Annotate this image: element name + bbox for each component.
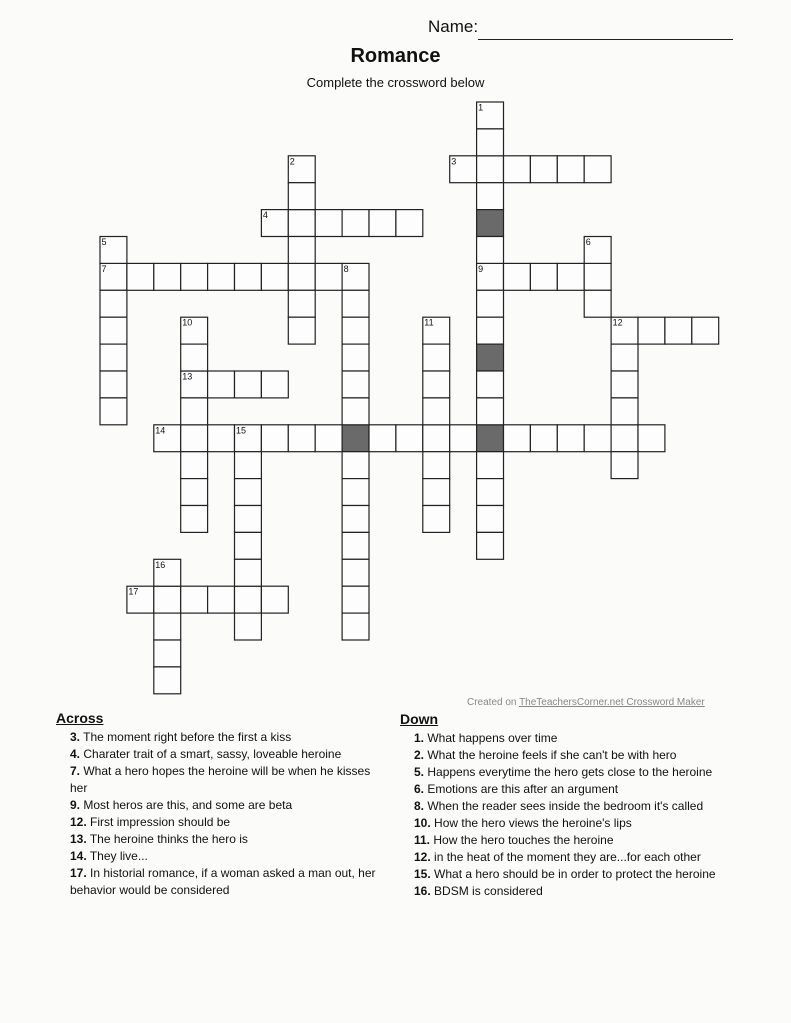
grid-cell-number: 16 (155, 559, 166, 570)
grid-cell[interactable] (423, 344, 450, 371)
grid-cell-number: 11 (424, 317, 434, 328)
down-clue-8 (400, 798, 745, 815)
grid-cell[interactable] (557, 263, 584, 290)
grid-cell[interactable] (261, 371, 288, 398)
grid-cell[interactable] (584, 263, 611, 290)
grid-cell-number: 15 (236, 425, 247, 436)
grid-cell[interactable] (477, 210, 504, 237)
grid-cell[interactable] (100, 317, 127, 344)
grid-cell[interactable] (127, 263, 154, 290)
clue-text: The moment right before the first a kiss (83, 730, 292, 744)
page-subtitle: Complete the crossword below (306, 75, 485, 90)
grid-cell[interactable] (477, 532, 504, 559)
clue-text: First impression should be (90, 815, 231, 829)
grid-cell-number: 2 (289, 156, 295, 167)
grid-cell[interactable] (477, 317, 504, 344)
grid-cell-number: 14 (155, 425, 166, 436)
grid-cell[interactable] (477, 129, 504, 156)
clue-number: 12. (70, 815, 87, 829)
clue-text: Happens everytime the hero gets close to the heroine (427, 765, 713, 779)
down-clue-list (400, 730, 745, 900)
credit-link[interactable]: TheTeachersCorner.net Crossword Maker (519, 697, 705, 708)
grid-cell[interactable] (342, 532, 369, 559)
clue-number: 12. (414, 850, 431, 864)
grid-cell[interactable] (342, 317, 369, 344)
grid-cell[interactable] (342, 371, 369, 398)
down-clue-15 (400, 866, 745, 883)
grid-cell[interactable] (611, 398, 638, 425)
grid-cell[interactable] (342, 559, 369, 586)
grid-cell[interactable] (261, 263, 288, 290)
grid-cell[interactable] (611, 344, 638, 371)
grid-cell[interactable] (181, 586, 208, 613)
clue-number: 9. (70, 798, 81, 812)
grid-cell[interactable] (235, 586, 262, 613)
grid-cell[interactable] (181, 452, 208, 479)
grid-cell[interactable] (235, 263, 262, 290)
page-title: Romance (350, 45, 441, 67)
across-clue-list (56, 729, 386, 899)
grid-cell[interactable] (504, 425, 531, 452)
grid-cell-number: 8 (343, 263, 349, 274)
grid-cell[interactable] (315, 263, 342, 290)
grid-cell[interactable] (477, 371, 504, 398)
grid-cell[interactable] (208, 263, 235, 290)
across-clues (56, 710, 386, 899)
grid-cell[interactable] (423, 452, 450, 479)
grid-cell[interactable] (154, 613, 181, 640)
across-clue-17 (56, 865, 386, 899)
grid-cell[interactable] (342, 479, 369, 506)
clue-text: What happens over time (427, 731, 558, 745)
grid-cell[interactable] (396, 425, 423, 452)
clue-number: 13. (70, 832, 87, 846)
grid-cell[interactable] (288, 237, 315, 264)
grid-cell[interactable] (342, 210, 369, 237)
clue-number: 11. (414, 833, 431, 847)
grid-cell[interactable] (584, 425, 611, 452)
grid-cell[interactable] (477, 398, 504, 425)
down-heading: Down (400, 711, 439, 727)
grid-cell[interactable] (235, 559, 262, 586)
grid-cell[interactable] (342, 344, 369, 371)
clue-number: 17. (70, 866, 87, 880)
across-clue-7 (56, 763, 386, 797)
across-clue-13 (56, 831, 386, 848)
grid-cell[interactable] (611, 452, 638, 479)
clue-number: 14. (70, 849, 87, 863)
grid-cell[interactable] (423, 506, 450, 533)
clue-text: How the hero views the heroine's lips (434, 816, 632, 830)
grid-cell[interactable] (100, 398, 127, 425)
grid-cell[interactable] (342, 586, 369, 613)
clue-number: 4. (70, 747, 81, 761)
grid-cell[interactable] (342, 290, 369, 317)
grid-cell[interactable] (611, 425, 638, 452)
clue-text: When the reader sees inside the bedroom it's called (427, 799, 704, 813)
grid-cell-number: 6 (585, 237, 591, 247)
grid-cell-number: 7 (101, 263, 107, 274)
grid-cell[interactable] (423, 425, 450, 452)
grid-cell-number: 12 (612, 317, 623, 328)
clue-number: 10. (414, 816, 431, 830)
down-clue-11 (400, 832, 745, 849)
grid-cell[interactable] (235, 371, 262, 398)
name-label: Name: (428, 17, 479, 36)
credit-prefix: Created on (467, 697, 520, 708)
grid-cell[interactable] (423, 398, 450, 425)
grid-cell[interactable] (396, 210, 423, 237)
grid-cell[interactable] (315, 425, 342, 452)
down-clue-12 (400, 849, 745, 866)
grid-cell[interactable] (181, 425, 208, 452)
clue-text: In historial romance, if a woman asked a man out, her behavior would be considered (70, 866, 376, 897)
clue-text: Charater trait of a smart, sassy, loveable heroine (83, 747, 342, 761)
grid-cell-number: 17 (128, 586, 139, 597)
grid-cell[interactable] (288, 210, 315, 237)
grid-cell[interactable] (288, 263, 315, 290)
grid-cell[interactable] (181, 398, 208, 425)
clue-text: Most heros are this, and some are beta (83, 798, 293, 812)
grid-cell[interactable] (342, 613, 369, 640)
grid-cell[interactable] (235, 613, 262, 640)
grid-cell[interactable] (450, 425, 477, 452)
grid-cell[interactable] (477, 506, 504, 533)
grid-cell[interactable] (342, 398, 369, 425)
clue-number: 7. (70, 764, 81, 778)
grid-cell[interactable] (315, 210, 342, 237)
across-heading: Across (56, 710, 104, 726)
grid-cell[interactable] (477, 479, 504, 506)
grid-cell[interactable] (477, 425, 504, 452)
grid-cell[interactable] (369, 425, 396, 452)
grid-cell[interactable] (100, 344, 127, 371)
clue-number: 1. (414, 731, 425, 745)
grid-cell[interactable] (423, 371, 450, 398)
clue-number: 2. (414, 748, 425, 762)
down-clue-16 (400, 883, 745, 900)
clue-text: What the heroine feels if she can't be with hero (427, 748, 677, 762)
grid-cell[interactable] (100, 371, 127, 398)
grid-cell[interactable] (477, 344, 504, 371)
grid-cell[interactable] (288, 317, 315, 344)
across-clue-9 (56, 797, 386, 814)
grid-cell[interactable] (181, 263, 208, 290)
grid-cell[interactable] (611, 371, 638, 398)
grid-cell[interactable] (692, 317, 719, 344)
grid-cell[interactable] (584, 290, 611, 317)
grid-cell[interactable] (369, 210, 396, 237)
grid-cell[interactable] (477, 452, 504, 479)
clue-text: BDSM is considered (434, 884, 543, 898)
grid-cell[interactable] (530, 263, 557, 290)
grid-cell[interactable] (504, 156, 531, 183)
grid-cell[interactable] (181, 344, 208, 371)
clue-number: 6. (414, 782, 425, 796)
clue-text: What a hero hopes the heroine will be when he kisses her (70, 764, 371, 795)
grid-cell-number: 5 (101, 237, 107, 247)
across-clue-12 (56, 814, 386, 831)
grid-cell[interactable] (208, 371, 235, 398)
grid-cell[interactable] (423, 479, 450, 506)
grid-cell[interactable] (181, 506, 208, 533)
grid-cell-number: 1 (478, 102, 484, 113)
grid-cell[interactable] (261, 586, 288, 613)
grid-cell[interactable] (504, 263, 531, 290)
grid-cell-number: 9 (478, 263, 484, 274)
grid-cell[interactable] (557, 425, 584, 452)
clue-number: 16. (414, 884, 431, 898)
grid-cell[interactable] (638, 317, 665, 344)
grid-cell[interactable] (208, 586, 235, 613)
grid-cell[interactable] (638, 425, 665, 452)
grid-cell[interactable] (208, 425, 235, 452)
grid-cell-number: 3 (451, 156, 457, 167)
clue-text: How the hero touches the heroine (433, 833, 614, 847)
down-clue-2 (400, 747, 745, 764)
grid-cell[interactable] (342, 452, 369, 479)
across-clue-4 (56, 746, 386, 763)
grid-cell-number: 13 (182, 371, 193, 382)
down-clue-1 (400, 730, 745, 747)
clue-text: They live... (89, 849, 148, 863)
grid-cell[interactable] (530, 425, 557, 452)
grid-cell-number: 10 (182, 317, 193, 328)
grid-cell[interactable] (235, 506, 262, 533)
grid-cell[interactable] (181, 479, 208, 506)
grid-cell[interactable] (154, 667, 181, 694)
grid-cell[interactable] (154, 640, 181, 667)
grid-cell[interactable] (342, 506, 369, 533)
clue-number: 3. (70, 730, 81, 744)
down-clues (400, 711, 745, 900)
grid-cell[interactable] (288, 290, 315, 317)
grid-cell[interactable] (154, 586, 181, 613)
grid-cell[interactable] (235, 532, 262, 559)
across-clue-14 (56, 848, 386, 865)
grid-cell[interactable] (665, 317, 692, 344)
grid-cell[interactable] (154, 263, 181, 290)
grid-cell[interactable] (235, 452, 262, 479)
grid-cell[interactable] (288, 183, 315, 210)
grid-cell[interactable] (477, 237, 504, 264)
clue-text: What a hero should be in order to protect the heroine (434, 867, 716, 881)
clue-text: Emotions are this after an argument (427, 782, 619, 796)
grid-cell[interactable] (288, 425, 315, 452)
clue-number: 8. (414, 799, 425, 813)
grid-cell[interactable] (477, 290, 504, 317)
grid-cell[interactable] (477, 156, 504, 183)
grid-cell[interactable] (584, 156, 611, 183)
grid-cell[interactable] (100, 290, 127, 317)
grid-cell[interactable] (477, 183, 504, 210)
grid-cell-number: 4 (262, 210, 268, 221)
grid-cell[interactable] (557, 156, 584, 183)
clue-number: 15. (414, 867, 431, 881)
down-clue-5 (400, 764, 745, 781)
across-clue-3 (56, 729, 386, 746)
credit-line (467, 697, 705, 708)
clue-text: in the heat of the moment they are...for each other (434, 850, 701, 864)
grid-cell[interactable] (530, 156, 557, 183)
clue-number: 5. (414, 765, 425, 779)
down-clue-10 (400, 815, 745, 832)
grid-cell[interactable] (235, 479, 262, 506)
grid-cell[interactable] (261, 425, 288, 452)
clue-text: The heroine thinks the hero is (89, 832, 248, 846)
down-clue-6 (400, 781, 745, 798)
grid-cell[interactable] (342, 425, 369, 452)
